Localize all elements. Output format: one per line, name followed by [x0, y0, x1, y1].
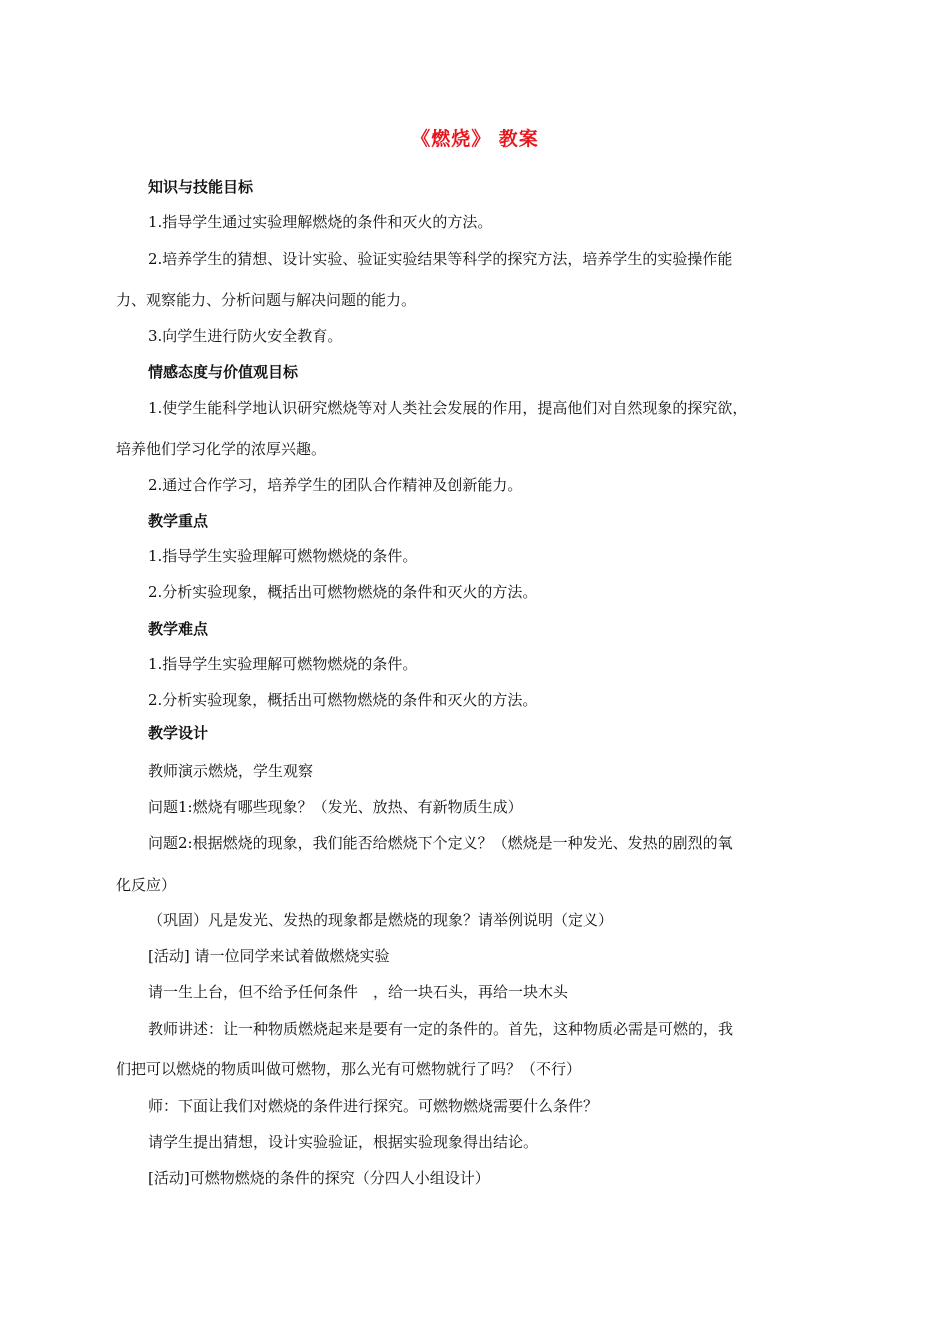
paragraph-line: 教师讲述：让一种物质燃烧起来是要有一定的条件的。首先，这种物质必需是可燃的，我	[148, 1020, 734, 1038]
paragraph-line: 2.分析实验现象，概括出可燃物燃烧的条件和灭火的方法。	[148, 583, 538, 601]
paragraph-line: 力、观察能力、分析问题与解决问题的能力。	[116, 291, 417, 309]
paragraph-line: 3.向学生进行防火安全教育。	[148, 327, 343, 345]
section-heading-difficulties: 教学难点	[148, 620, 209, 638]
paragraph-line: 培养他们学习化学的浓厚兴趣。	[116, 440, 327, 458]
paragraph-line: 请学生提出猜想，设计实验验证，根据实验现象得出结论。	[148, 1133, 539, 1151]
paragraph-line: [活动]可燃物燃烧的条件的探究（分四人小组设计）	[148, 1169, 490, 1187]
paragraph-line: 1.使学生能科学地认识研究燃烧等对人类社会发展的作用，提高他们对自然现象的探究欲，	[148, 399, 748, 417]
section-heading-key-points: 教学重点	[148, 512, 209, 530]
section-heading-emotion-values: 情感态度与价值观目标	[148, 363, 299, 381]
paragraph-line: [活动] 请一位同学来试着做燃烧实验	[148, 947, 390, 965]
section-heading-teaching-design: 教学设计	[148, 724, 209, 742]
paragraph-line: 2.通过合作学习，培养学生的团队合作精神及创新能力。	[148, 476, 523, 494]
paragraph-line: 1.指导学生通过实验理解燃烧的条件和灭火的方法。	[148, 213, 493, 231]
paragraph-line: 们把可以燃烧的物质叫做可燃物，那么光有可燃物就行了吗？（不行）	[116, 1060, 582, 1078]
paragraph-line: 请一生上台，但不给予任何条件 ，给一块石头，再给一块木头	[148, 983, 569, 1001]
paragraph-line: 1.指导学生实验理解可燃物燃烧的条件。	[148, 655, 418, 673]
paragraph-line: 教师演示燃烧，学生观察	[148, 762, 314, 780]
section-heading-knowledge-skills: 知识与技能目标	[148, 178, 254, 196]
paragraph-line: 问题2:根据燃烧的现象，我们能否给燃烧下个定义？（燃烧是一种发光、发热的剧烈的氧	[148, 834, 733, 852]
paragraph-line: （巩固）凡是发光、发热的现象都是燃烧的现象？请举例说明（定义）	[148, 911, 614, 929]
paragraph-line: 化反应）	[116, 876, 177, 894]
document-title: 《燃烧》 教案	[411, 128, 539, 150]
paragraph-line: 2.培养学生的猜想、设计实验、验证实验结果等科学的探究方法，培养学生的实验操作能	[148, 250, 733, 268]
paragraph-line: 问题1:燃烧有哪些现象？（发光、放热、有新物质生成）	[148, 798, 523, 816]
paragraph-line: 2.分析实验现象，概括出可燃物燃烧的条件和灭火的方法。	[148, 691, 538, 709]
paragraph-line: 1.指导学生实验理解可燃物燃烧的条件。	[148, 547, 418, 565]
paragraph-line: 师：下面让我们对燃烧的条件进行探究。可燃物燃烧需要什么条件？	[148, 1097, 599, 1115]
